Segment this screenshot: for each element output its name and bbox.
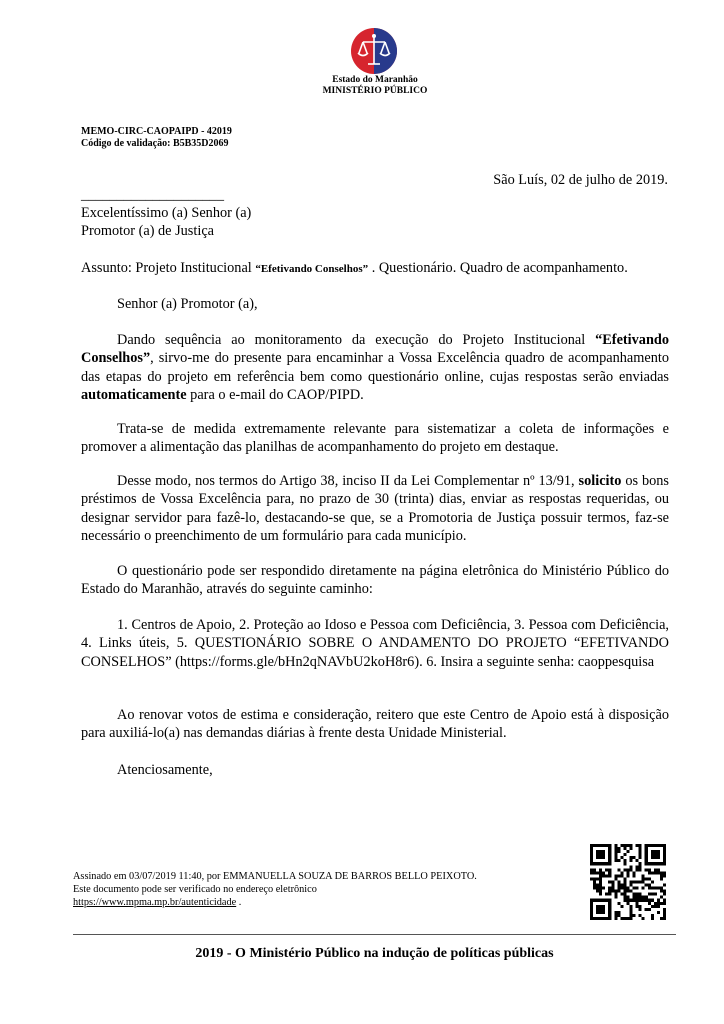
paragraph-4: O questionário pode ser respondido diretamente na página eletrônica do Ministério Público do Estado do Maranhão, através do seguinte caminho: bbox=[81, 563, 669, 598]
recipient-line-1: Excelentíssimo (a) Senhor (a) bbox=[81, 205, 252, 221]
p1-text-c: , sirvo-me do presente para encaminhar a Vossa Excelência quadro de acompanhamento das etapas do projeto em referência bem como questionário online, cujas respostas serão enviadas bbox=[81, 350, 669, 385]
closing: Atenciosamente, bbox=[117, 762, 213, 778]
p3-solicito: solicito bbox=[578, 473, 622, 489]
p1-project: “Efetivando Conselhos” bbox=[81, 332, 669, 367]
qr-code bbox=[590, 844, 666, 920]
paragraph-2: Trata-se de medida extremamente relevante para sistematizar a coleta de informações e promover a alimentação das planilhas de acompanhamento do projeto em destaque. bbox=[81, 421, 669, 456]
p1-text-a: Dando sequência ao monitoramento da execução do Projeto Institucional bbox=[117, 332, 596, 348]
subject-prefix: Assunto: Projeto Institucional bbox=[81, 260, 256, 276]
footer-divider bbox=[73, 934, 676, 935]
p1-text-e: para o e-mail do CAOP/PIPD. bbox=[186, 386, 364, 403]
p3-text-c: os bons préstimos de Vossa Excelência para, no prazo de 30 (trinta) dias, enviar as respostas requeridas, ou designar servidor para fazê-lo, destacando-se que, se a Promotoria de Justiça possuir termos, faz-se necessário o preenchimento de um formulário para cada município. bbox=[81, 473, 669, 544]
p3-text-a: Desse modo, nos termos do Artigo 38, inciso II da Lei Complementar nº 13/91, bbox=[117, 473, 579, 489]
paragraph-6: Ao renovar votos de estima e consideração, reitero que este Centro de Apoio está à disposição para auxiliá-lo(a) nas demandas diárias à frente desta Unidade Ministerial. bbox=[81, 707, 669, 742]
paragraph-5: 1. Centros de Apoio, 2. Proteção ao Idoso e Pessoa com Deficiência, 3. Pessoa com Deficiência, 4. Links úteis, 5. QUESTIONÁRIO SOBRE O ANDAMENTO DO PROJETO “EFETIVANDO CONSELHOS” (https://forms.gle/bHn2qNAVbU2koH8r6). 6. Insira a seguinte senha: caoppesquisa bbox=[81, 617, 669, 670]
verify-url-link[interactable]: https://www.mpma.mp.br/autenticidade bbox=[73, 897, 237, 908]
footer-slogan: 2019 - O Ministério Público na indução de políticas públicas bbox=[195, 946, 554, 961]
subject-project: “Efetivando Conselhos” bbox=[255, 263, 369, 275]
state-name: Estado do Maranhão bbox=[332, 75, 418, 85]
ministerio-publico-logo bbox=[349, 27, 399, 75]
salutation: Senhor (a) Promotor (a), bbox=[117, 296, 258, 312]
p1-automatic: automaticamente bbox=[81, 386, 187, 403]
verify-url-suffix: . bbox=[238, 897, 242, 908]
memo-number: MEMO-CIRC-CAOPAIPD - 42019 bbox=[81, 126, 232, 137]
date-line: São Luís, 02 de julho de 2019. bbox=[493, 172, 668, 188]
recipient-line-2: Promotor (a) de Justiça bbox=[81, 223, 215, 239]
validation-code: Código de validação: B5B35D2069 bbox=[81, 138, 229, 149]
paragraph-1 bbox=[81, 331, 669, 404]
institution-name: MINISTÉRIO PÚBLICO bbox=[322, 86, 428, 96]
signature-info: Assinado em 03/07/2019 11:40, por EMMANUELLA SOUZA DE BARROS BELLO PEIXOTO. bbox=[73, 871, 477, 882]
verify-url-line bbox=[73, 896, 241, 909]
signature-blank: ____________________ bbox=[81, 187, 224, 203]
subject-line bbox=[81, 259, 670, 278]
verify-info: Este documento pode ser verificado no endereço eletrônico bbox=[73, 884, 317, 895]
subject-suffix: . Questionário. Quadro de acompanhamento. bbox=[368, 260, 628, 276]
paragraph-3 bbox=[81, 472, 669, 545]
